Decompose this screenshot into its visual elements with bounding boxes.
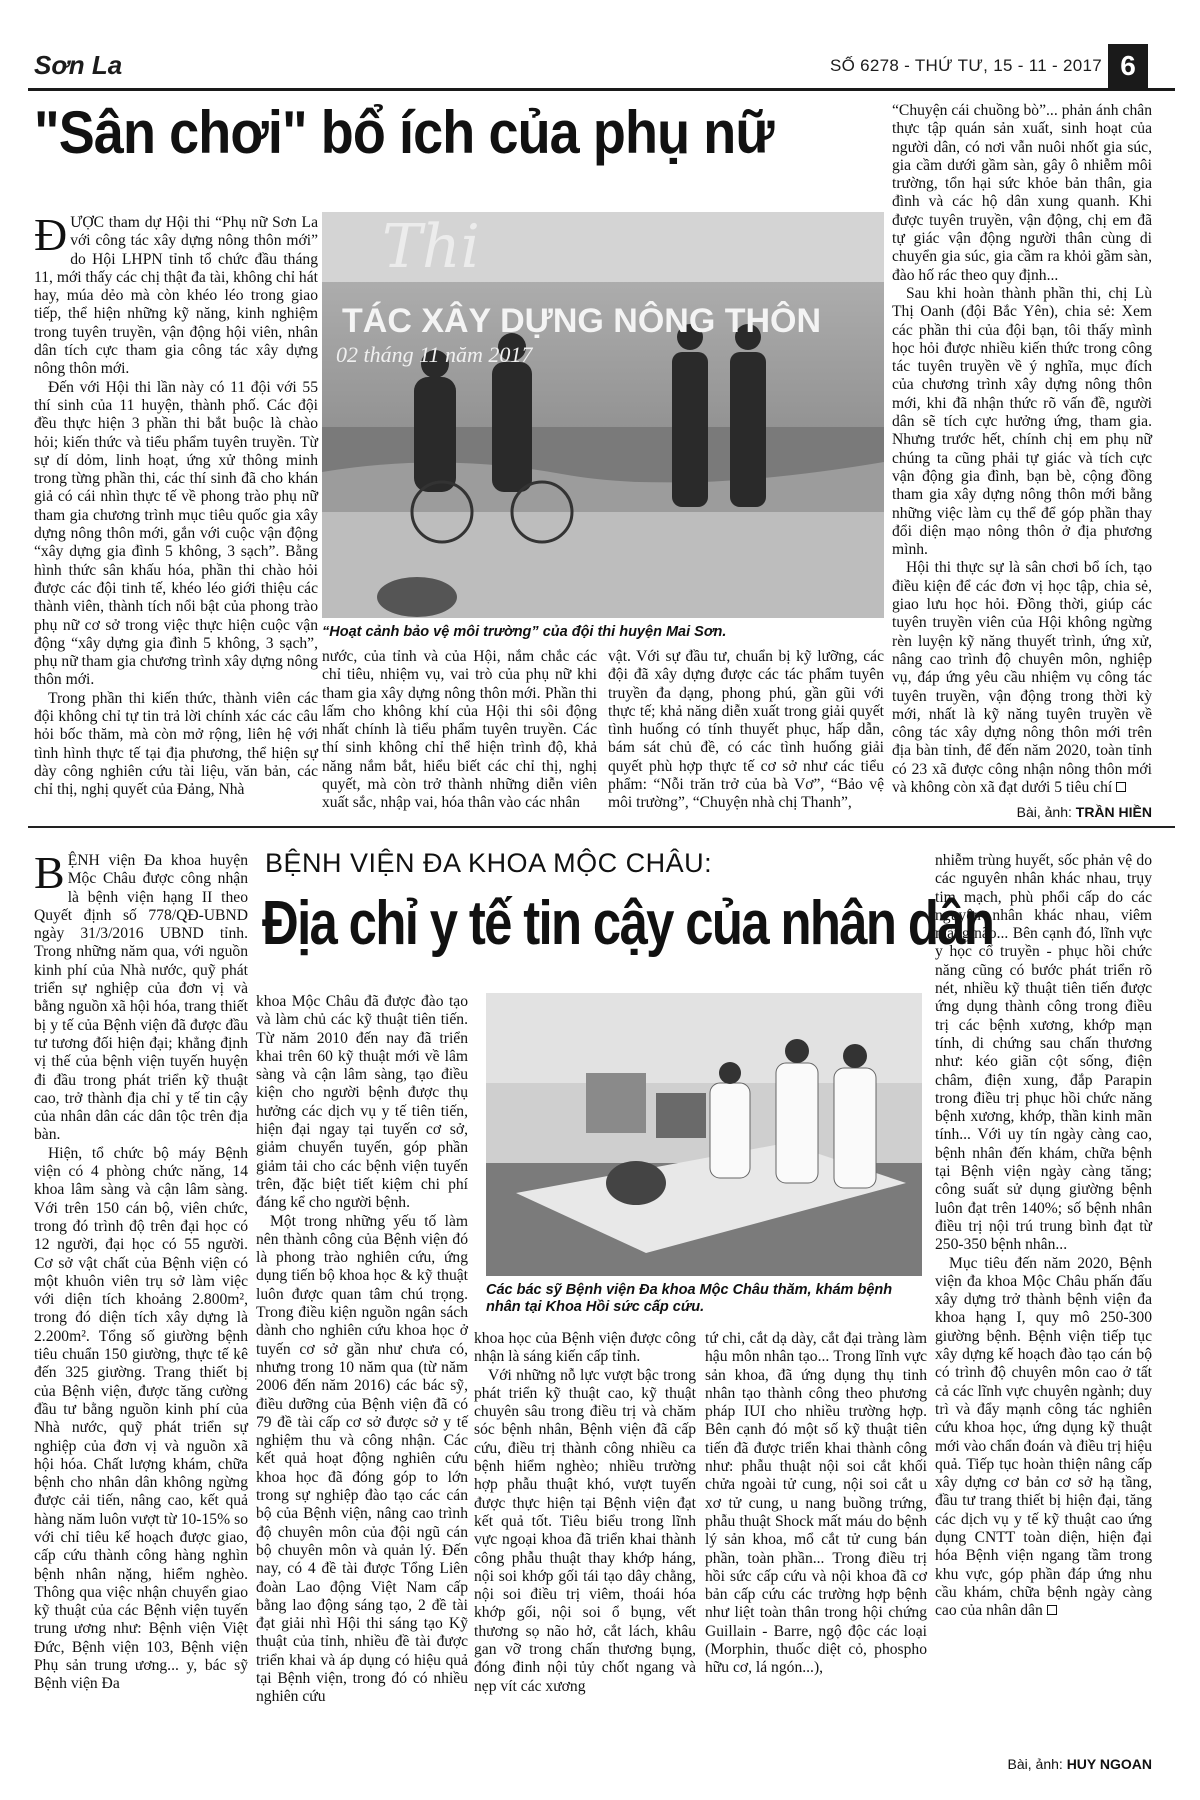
article2-paragraph: Với những nỗ lực vượt bậc trong phát triển kỹ thuật cao, kỹ thuật chuyên sâu trong điều trị và chăm sóc bệnh nhân, Bệnh viện đã cấp cứu, điều trị thành công nhiều ca bệnh hiểm nghèo; nhiều trường hợp phẫu thuật khó, vượt tuyến được thực hiện tại Bệnh viện đạt kết quả tốt. Tiêu biểu trong lĩnh vực ngoại khoa đã triển khai thành công phẫu thuật thay khớp háng, nội soi khớp gối tái tạo dây chằng, nội soi điều trị viêm, thoái hóa khớp gối, nội soi ổ bụng, vết thương sọ não hở, cắt lách, khâu gan vỡ trong chấn thương bụng, đóng đinh nội tủy chốt ngang và nẹp vít các xương (474, 1366, 696, 1695)
article2-paragraph: Một trong những yếu tố làm nên thành công của Bệnh viện đó là phong trào nghiên cứu, ứng dụng tiến bộ khoa học & kỹ thuật luôn được quan tâm chú trọng. Trong điều kiện nguồn ngân sách dành cho nghiên cứu khoa học ở tuyến cơ sở gần như chưa có, nhưng trong 10 năm qua (từ năm 2006 đến năm 2016) các bác sỹ, điều dưỡng của Bệnh viện đã có 79 đề tài cấp cơ sở được sở y tế nghiệm thu và công nhận. Các kết quả hoạt động nghiên cứu khoa học đã đóng góp to lớn trong sự nghiệp đào tạo các cán bộ của Bệnh viện, nâng cao trình độ chuyên môn của đội ngũ cán bộ chuyên môn và quản lý. Đến nay, có 4 đề tài được Tổng Liên đoàn Lao động Việt Nam cấp bằng lao động sáng tạo, 2 đề tài đạt giải nhì Hội thi sáng tạo Kỹ thuật của tỉnh, nhiều đề tài được triển khai và áp dụng có hiệu quả tại Bệnh viện, trong đó có nhiều nghiên cứu (256, 1212, 468, 1706)
article1-photo (322, 212, 884, 618)
article1-col2 (322, 648, 597, 813)
byline-author: HUY NGOAN (1066, 1756, 1152, 1772)
article2-paragraph: nhiễm trùng huyết, sốc phản vệ do các nguyên nhân khác nhau, trụy tim mạch, phù phổi cấp do các nguyên nhân khác nhau, viêm màng não... Bên cạnh đó, lĩnh vực y học cổ truyền - phục hồi chức năng cũng có bước phát triển rõ nét, nhiều kỹ thuật tiên tiến được ứng dụng thành công trong điều trị các bệnh xương, khớp mạn tính, di chứng sau chấn thương như: kéo giãn cột sống, điện châm, điện xung, đắp Parapin trong điều trị phục hồi chức năng bệnh xương, khớp, thần kinh mãn tính... Với uy tín ngày càng cao, bệnh nhân đến khám, chữa bệnh tại Bệnh viện ngày càng tăng; công suất sử dụng giường bệnh luôn đạt trên 140%; số bệnh nhân điều trị nội trú trung bình đạt từ 250-350 bệnh nhân... (935, 852, 1152, 1254)
article2-dropcap: B (34, 847, 65, 898)
article1-caption: “Hoạt cảnh bảo vệ môi trường” của đội thi huyện Mai Sơn. (322, 624, 727, 640)
page-number: 6 (1108, 44, 1148, 88)
article1-paragraph: vật. Với sự đầu tư, chuẩn bị kỹ lưỡng, các đội đã xây dựng được các tác phẩm tuyên truyền đa dạng, phong phú, gần gũi với thực tế; khả năng diễn xuất trong giải quyết tình huống có tính thuyết phục, hấp dẫn, bám sát chủ đề, có các tình huống giải quyết phù hợp thực tế cơ sở như các tiểu phẩm: “Nỗi trăn trở của bà Vơ”, “Bảo vệ môi trường”, “Chuyện nhà chị Thanh”, (608, 648, 884, 812)
article-divider (28, 826, 1175, 828)
photo-date-text: 02 tháng 11 năm 2017 (336, 342, 533, 367)
article2-col1 (34, 847, 248, 1694)
stage-scene-image (322, 212, 884, 618)
article2-paragraph: ỆNH viện Đa khoa huyện Mộc Châu được công nhận là bệnh viện hạng II theo Quyết định số 778/QĐ-UBND ngày 31/3/2016 UBND tỉnh. Trong những năm qua, với nguồn kinh phí của Nhà nước, quỹ phát triển sự nghiệp của đơn vị và bằng nguồn xã hội hóa, trang thiết bị y tế của Bệnh viện đã được đầu tư tương đối hiện đại; khẳng định vị thế của bệnh viện tuyến huyện đi đầu trong phát triển kỹ thuật cao, trở thành địa chỉ y tế tin cậy của nhân dân các dân tộc trên địa bàn. (34, 852, 248, 1144)
article1-paragraph: “Chuyện cái chuồng bò”... phản ánh chân thực tập quán sản xuất, sinh hoạt của người dân, có nơi vẫn nuôi nhốt gia súc, gia cầm dưới gầm sàn, gây ô nhiễm môi trường, tổn hại sức khỏe bản thân, gia đình và các hộ dân xung quanh. Khi được tuyên truyền, vận động, chị em đã tự giác vận động người thân cùng di chuyển gia súc, gia cầm ra khỏi gầm sàn, đào hố rác theo quy định... (892, 102, 1152, 284)
article1-final-text: Hội thi thực sự là sân chơi bổ ích, tạo điều kiện để các đơn vị học tập, chia sẻ, giao lưu học hỏi. Đồng thời, giúp các tuyên truyền viên của Hội không ngừng rèn luyện kỹ năng thuyết trình, ứng xử, nâng cao trình độ chuyên môn, nghiệp vụ, đáp ứng yêu cầu nhiệm vụ công tác tuyên truyền, vận động trong thời kỳ mới, nhất là kỹ năng tuyên truyền về công tác xây dựng nông thôn mới trên địa bàn tỉnh, để đến năm 2020, toàn tỉnh có 23 xã được công nhận nông thôn mới và không còn xã đạt dưới 5 tiêu chí (892, 559, 1152, 796)
byline-prefix: Bài, ảnh: (1016, 804, 1072, 820)
article1-paragraph: nước, của tỉnh và của Hội, nắm chắc các chỉ tiêu, nhiệm vụ, vai trò của phụ nữ khi tham gia xây dựng nông thôn mới. Phần thi lấm cho không khí của Hội thi sôi động nhất chính là tiểu phẩm tuyên truyền. Các thí sinh không chỉ thể hiện trình độ, khả năng nắm bắt, hiểu biết các chỉ thị, nghị quyết, mà còn trở thành những diễn viên xuất sắc, nhập vai, hóa thân vào các nhân (322, 648, 597, 812)
photo-banner-text: TÁC XÂY DỰNG NÔNG THÔN (342, 302, 822, 340)
article2-paragraph: tứ chi, cắt dạ dày, cắt đại tràng làm hậu môn nhân tạo... Trong lĩnh vực sản khoa, đã ứng dụng thụ tinh nhân tạo thành công theo phương pháp IUI cho nhiều trường hợp. Bên cạnh đó một số kỹ thuật tiên tiến đã được triển khai thành công như: phẫu thuật nội soi cắt khối chửa ngoài tử cung, nội soi cắt u xơ tử cung, u nang buồng trứng, phẫu thuật Shock mất máu do bệnh lý sản khoa, mổ cắt tử cung bán phần, toàn phần... Trong điều trị hồi sức cấp cứu và nội khoa đã cơ bản cấp cứu các trường hợp bệnh như liệt toàn thân trong hội chứng Guillain - Barre, ngộ độc các loại (Morphin, thuốc diệt cỏ, phospho hữu cơ, lá ngón...), (705, 1330, 927, 1677)
article2-col2 (256, 993, 468, 1707)
article1-title: "Sân chơi" bổ ích của phụ nữ (34, 99, 774, 166)
article1-paragraph: Sau khi hoàn thành phần thi, chị Lù Thị Oanh (đội Bắc Yên), chia sẻ: Xem các phần thi của đội bạn, tôi thấy mình học hỏi được nhiều kiến thức trong công tác tuyên truyền về ý nghĩa, mục đích của chương trình xây dựng nông thôn mới, khi đã nhận thức rõ vấn đề, người dân sẽ tích cực hưởng ứng, tham gia. Nhưng trước hết, chính chị em phụ nữ chúng ta cũng phải tự giác và tích cực vận động gia đình, bạn bè, cộng đồng tham gia xây dựng nông thôn mới bằng những việc làm cụ thể để góp phần thay đổi diện mạo nông thôn ở địa phương mình. (892, 284, 1152, 559)
article2-col3 (474, 1330, 696, 1696)
article2-title: Địa chỉ y tế tin cậy của nhân dân (262, 889, 994, 958)
article2-caption: Các bác sỹ Bệnh viện Đa khoa Mộc Châu thăm, khám bệnh nhân tại Khoa Hồi sức cấp cứu. (486, 1282, 893, 1315)
article2-photo (486, 993, 922, 1276)
byline-author: TRẦN HIỀN (1075, 804, 1152, 820)
article2-col5 (935, 852, 1152, 1620)
article1-dropcap: Đ (34, 209, 68, 260)
end-mark-icon (1047, 1605, 1057, 1615)
article2-paragraph (935, 1255, 1152, 1621)
article1-paragraph: Trong phần thi kiến thức, thành viên các đội không chỉ tự tin trả lời chính xác các câu hỏi bốc thăm, mà còn mở rộng, liên hệ với tình hình thực tế tại địa phương, thể hiện sự dày công nghiên cứu tài liệu, văn bản, các chỉ thị, nghị quyết của Đảng, Nhà (34, 689, 318, 799)
article2-col4 (705, 1330, 927, 1678)
byline-prefix: Bài, ảnh: (1007, 1756, 1063, 1772)
hospital-scene-image (486, 993, 922, 1276)
article2-final-text: Mục tiêu đến năm 2020, Bệnh viện đa khoa Mộc Châu phấn đấu xây dựng trở thành bệnh viện đa khoa hạng I, quy mô 250-300 giường bệnh. Bệnh viện tiếp tục xây dựng kế hoạch đào tạo cán bộ có trình độ chuyên môn cao ở tất cả các lĩnh vực chuyên ngành; duy trì và đẩy mạnh công tác nghiên cứu khoa học, ứng dụng kỹ thuật mới vào chẩn đoán và điều trị hiệu quả. Tiếp tục hoàn thiện nâng cấp xây dựng cơ bản cơ sở hạ tầng, đầu tư trang thiết bị hiện đại, tăng các dịch vụ y tế kỹ thuật cao ứng dụng CNTT toàn diện, hiện đại hóa Bệnh viện ngang tầm trong khu vực, góp phần đáp ứng nhu cầu khám, chữa bệnh ngày càng cao của nhân dân (935, 1254, 1152, 1620)
article1-paragraph (892, 559, 1152, 797)
article1-byline (892, 804, 1152, 820)
article1-col1 (34, 209, 318, 800)
article2-paragraph: Hiện, tổ chức bộ máy Bệnh viện có 4 phòng chức năng, 14 khoa lâm sàng và cận lâm sàng. Với trên 150 cán bộ, viên chức, trong đó trình độ trên đại học có 12 người, đại học có 55 người. Cơ sở vật chất của Bệnh viện có một khuôn viên trụ sở làm việc với diện tích khoảng 2.800m², trong đó diện tích xây dựng là 2.200m². Tổng số giường bệnh tiêu chuẩn 150 giường, thực tế kê đến 325 giường. Trang thiết bị của Bệnh viện, được tăng cường đầu tư bằng nguồn kinh phí của Nhà nước, quỹ phát triển sự nghiệp của đơn vị và nguồn xã hội hóa. Chất lượng khám, chữa bệnh cho nhân dân không ngừng được cải tiến, nâng cao, kết quả hàng năm luôn vượt từ 10-15% so với chỉ tiêu kế hoạch được giao, cấp cứu thành công hàng nghìn bệnh nhân nặng, hiểm nghèo. Thông qua việc nhận chuyển giao kỹ thuật của các Bệnh viện tuyến trung ương như: Bệnh viện Việt Đức, Bệnh viện 103, Bệnh viện Phụ sản trung ương... y, bác sỹ Bệnh viện Đa (34, 1144, 248, 1693)
masthead-rule (28, 88, 1175, 91)
article1-col3 (608, 648, 884, 813)
photo-script-text: Thi (382, 212, 480, 282)
issue-line: SỐ 6278 - THỨ TƯ, 15 - 11 - 2017 (829, 56, 1102, 75)
article1-col4 (892, 102, 1152, 797)
article2-paragraph: khoa Mộc Châu đã được đào tạo và làm chủ các kỹ thuật tiên tiến. Từ năm 2010 đến nay đã triển khai trên 60 kỹ thuật mới về lâm sàng và cận lâm sàng, tạo điều kiện cho người bệnh được thụ hưởng các dịch vụ y tế tiên tiến, hiện đại ngay tại tuyến cơ sở, giảm chuyển tuyến, góp phần giảm tải cho các bệnh viện tuyến trên, đặc biệt tiết kiệm chi phí đáng kể cho người bệnh. (256, 993, 468, 1212)
article2-kicker: BỆNH VIỆN ĐA KHOA MỘC CHÂU: (265, 848, 713, 878)
section-name: Sơn La (34, 50, 123, 80)
end-mark-icon (1116, 782, 1126, 792)
article1-paragraph: ƯỢC tham dự Hội thi “Phụ nữ Sơn La với công tác xây dựng nông thôn mới” do Hội LHPN tỉnh tổ chức đầu tháng 11, mới thấy các chị thật đa tài, không chỉ hát hay, múa dẻo mà còn khéo léo trong giao tiếp, thể hiện những kỹ năng, kinh nghiệm trong tuyên truyền, vận động hội viên, nhân dân tích cực tham gia công tác xây dựng nông thôn mới. (34, 214, 318, 378)
article1-paragraph: Đến với Hội thi lần này có 11 đội với 55 thí sinh của 11 huyện, thành phố. Các đội đều thực hiện 3 phần thi bắt buộc là chào hỏi; kiến thức và tiểu phẩm tuyên truyền. Từ sự dí dỏm, linh hoạt, ứng xử thông minh trong từng phần thi, các thí sinh đã cho khán giả có cái nhìn thực tế về phong trào phụ nữ tham gia chương trình mục tiêu quốc gia xây dựng nông thôn mới, gắn với cuộc vận động “xây dựng gia đình 5 không, 3 sạch”. Bằng hình thức sân khấu hóa, phần thi chào hỏi được các đội tinh tế, khéo léo giới thiệu các thành viên, thành tích nổi bật của phong trào phụ nữ cơ sở trong việc thực hiện cuộc vận động “xây dựng gia đình 5 không, 3 sạch”, phụ nữ tham gia chương trình xây dựng nông thôn mới. (34, 378, 318, 689)
article2-byline (935, 1756, 1152, 1772)
article2-paragraph: khoa học của Bệnh viện được công nhận là sáng kiến cấp tỉnh. (474, 1330, 696, 1366)
